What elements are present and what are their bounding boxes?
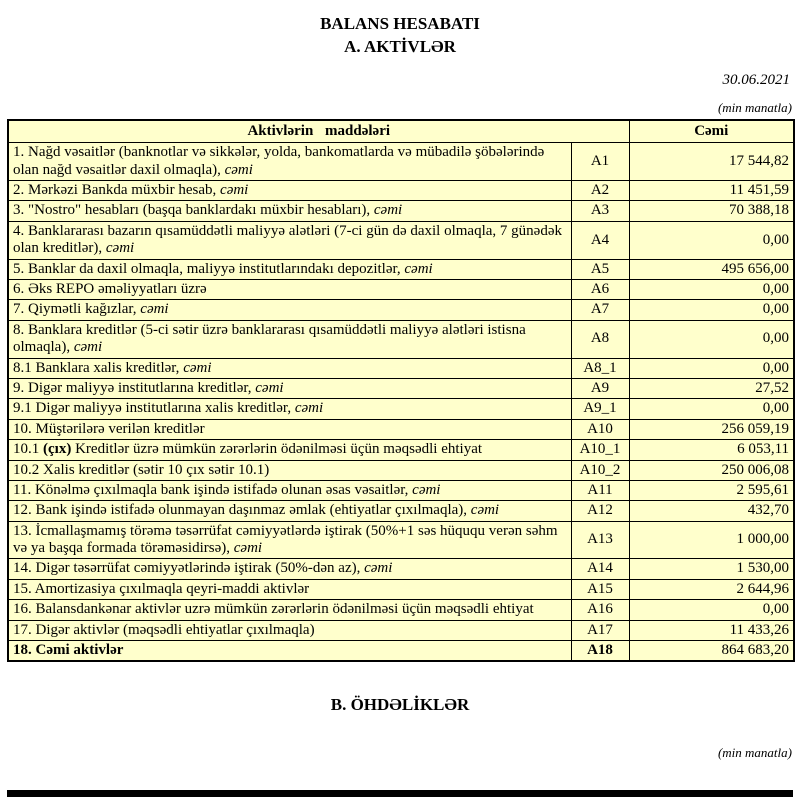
row-item-label: 12. Bank işində istifadə olunmayan daşınmaz əmlak (ehtiyatlar çıxılmaqla), cəmi [8,501,571,521]
col-header-items: Aktivlərin maddələri [8,120,629,143]
row-value: 864 683,20 [629,641,794,662]
row-value: 70 388,18 [629,201,794,221]
table-row [8,480,794,500]
row-code: A9 [571,378,629,398]
row-item-label: 8. Banklara kreditlər (5-ci sətir üzrə banklararası qısamüddətli maliyyə alətləri istisna olmaqla), cəmi [8,320,571,358]
row-code: A6 [571,280,629,300]
row-item-label: 16. Balansdankənar aktivlər uzrə mümkün zərərlərin ödənilməsi üçün məqsədli ehtiyat [8,600,571,620]
section-title-a: A. AKTİVLƏR [344,36,456,56]
row-item-label: 7. Qiymətli kağızlar, cəmi [8,300,571,320]
row-value: 1 000,00 [629,521,794,559]
row-item-label: 1. Nağd vəsaitlər (banknotlar və sikkələr, yolda, bankomatlarda və mübadilə şöbələrində olan nağd vəsaitlər daxil olmaqla), cəmi [8,143,571,181]
row-code: A16 [571,600,629,620]
row-value: 2 644,96 [629,579,794,599]
section-title-b: B. ÖHDƏLİKLƏR [330,695,470,715]
row-item-label: 5. Banklar da daxil olmaqla, maliyyə institutlarındakı depozitlər, cəmi [8,259,571,279]
row-value: 256 059,19 [629,419,794,439]
row-code: A13 [571,521,629,559]
table-row [8,259,794,279]
table-row [8,221,794,259]
row-code: A7 [571,300,629,320]
row-code: A17 [571,620,629,640]
table-row [8,419,794,439]
table-row [8,201,794,221]
row-value: 11 451,59 [629,181,794,201]
row-value: 0,00 [629,300,794,320]
table-row [8,358,794,378]
row-item-label: 6. Əks REPO əməliyyatları üzrə [8,280,571,300]
row-code: A18 [571,641,629,662]
row-code: A12 [571,501,629,521]
assets-table-body [8,143,794,662]
table-row [8,181,794,201]
table-row [8,600,794,620]
row-value: 432,70 [629,501,794,521]
table-row [8,320,794,358]
table-row [8,501,794,521]
row-code: A8_1 [571,358,629,378]
table-header-row [8,120,794,143]
table-row [8,280,794,300]
col-header-total: Cəmi [629,120,794,143]
table-row [8,521,794,559]
row-value: 0,00 [629,399,794,419]
row-code: A9_1 [571,399,629,419]
row-item-label: 2. Mərkəzi Bankda müxbir hesab, cəmi [8,181,571,201]
row-value: 0,00 [629,221,794,259]
row-item-label: 18. Cəmi aktivlər [8,641,571,662]
table-row [8,579,794,599]
unit-note-bottom: (min manatla) [717,745,792,761]
table-row [8,399,794,419]
table-row [8,300,794,320]
row-item-label: 10. Müştərilərə verilən kreditlər [8,419,571,439]
row-code: A10_1 [571,440,629,460]
report-title: BALANS HESABATI [320,14,480,33]
row-value: 27,52 [629,378,794,398]
table-row [8,620,794,640]
row-item-label: 9.1 Digər maliyyə institutlarına xalis kreditlər, cəmi [8,399,571,419]
row-code: A15 [571,579,629,599]
row-item-label: 15. Amortizasiya çıxılmaqla qeyri-maddi aktivlər [8,579,571,599]
row-code: A14 [571,559,629,579]
row-code: A10_2 [571,460,629,480]
assets-table [7,119,795,663]
table-row [8,378,794,398]
row-code: A11 [571,480,629,500]
row-item-label: 13. İcmallaşmamış törəmə təsərrüfat cəmiyyətlərdə iştirak (50%+1 səs hüququ verən səhm və ya başqa formada törəməsidirsə), cəmi [8,521,571,559]
row-item-label: 11. Könəlmə çıxılmaqla bank işində istifadə olunan əsas vəsaitlər, cəmi [8,480,571,500]
next-table-top-strip [7,790,793,797]
row-item-label: 8.1 Banklara xalis kreditlər, cəmi [8,358,571,378]
row-value: 0,00 [629,320,794,358]
row-item-label: 10.2 Xalis kreditlər (sətir 10 çıx sətir 10.1) [8,460,571,480]
report-date: 30.06.2021 [722,71,790,88]
table-row [8,460,794,480]
row-value: 495 656,00 [629,259,794,279]
row-code: A1 [571,143,629,181]
row-code: A3 [571,201,629,221]
table-row [8,641,794,662]
row-value: 2 595,61 [629,480,794,500]
row-value: 0,00 [629,600,794,620]
table-row [8,440,794,460]
row-code: A4 [571,221,629,259]
table-row [8,143,794,181]
row-item-label: 10.1 (çıx) Kreditlər üzrə mümkün zərərlərin ödənilməsi üçün məqsədli ehtiyat [8,440,571,460]
row-value: 0,00 [629,358,794,378]
row-value: 6 053,11 [629,440,794,460]
row-item-label: 17. Digər aktivlər (məqsədli ehtiyatlar çıxılmaqla) [8,620,571,640]
row-value: 11 433,26 [629,620,794,640]
row-item-label: 3. "Nostro" hesabları (başqa banklardakı müxbir hesabları), cəmi [8,201,571,221]
row-item-label: 9. Digər maliyyə institutlarına kreditlər, cəmi [8,378,571,398]
row-code: A10 [571,419,629,439]
row-value: 250 006,08 [629,460,794,480]
row-value: 17 544,82 [629,143,794,181]
table-row [8,559,794,579]
unit-note-top: (min manatla) [717,99,792,115]
row-item-label: 14. Digər təsərrüfat cəmiyyətlərində iştirak (50%-dən az), cəmi [8,559,571,579]
row-value: 1 530,00 [629,559,794,579]
row-code: A5 [571,259,629,279]
row-code: A8 [571,320,629,358]
row-value: 0,00 [629,280,794,300]
row-code: A2 [571,181,629,201]
row-item-label: 4. Banklararası bazarın qısamüddətli maliyyə alətləri (7-ci gün də daxil olmaqla, 7 günədək olan kreditlər), cəmi [8,221,571,259]
